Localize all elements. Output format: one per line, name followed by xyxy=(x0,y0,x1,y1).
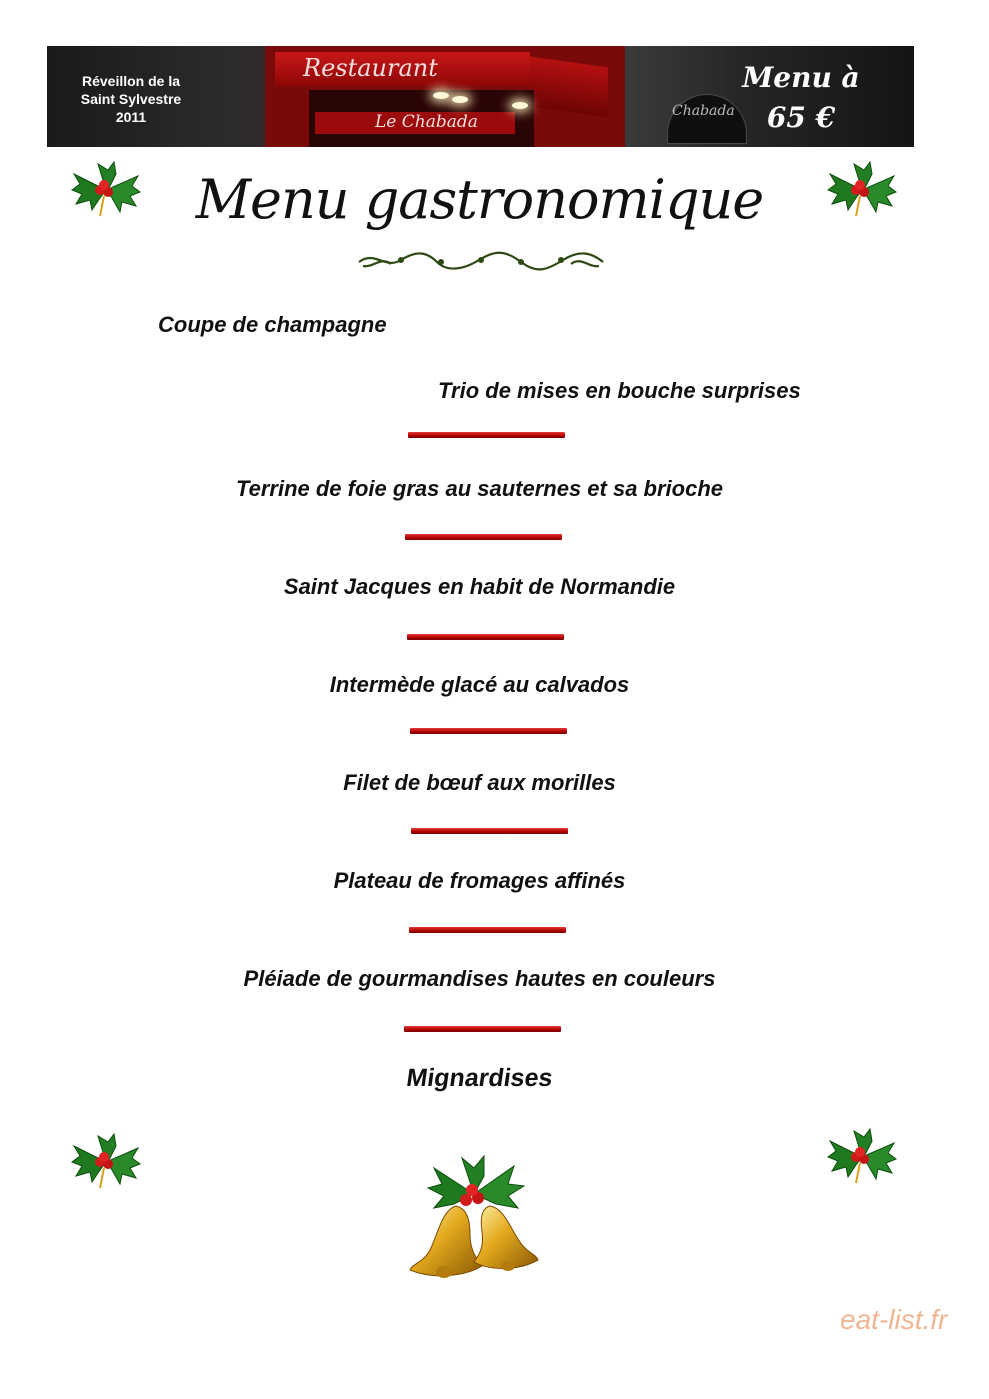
menu-item: Trio de mises en bouche surprises xyxy=(438,378,801,403)
separator-line xyxy=(409,927,566,933)
menu-item: Saint Jacques en habit de Normandie xyxy=(283,574,676,599)
restaurant-sign xyxy=(275,52,530,86)
header-banner xyxy=(47,46,914,147)
separator-line xyxy=(410,728,567,734)
page-title: Menu gastronomique xyxy=(195,168,764,231)
menu-item: Coupe de champagne xyxy=(158,312,387,337)
lamp-icon xyxy=(433,92,449,99)
watermark: eat-list.fr xyxy=(840,1304,948,1335)
menu-item: Filet de bœuf aux morilles xyxy=(343,770,616,795)
price-line-1: Menu à xyxy=(742,61,860,94)
plaque-text: Chabada xyxy=(672,103,735,119)
menu-item: Plateau de fromages affinés xyxy=(333,868,626,893)
separator-line xyxy=(407,634,564,640)
price-line-2: 65 € xyxy=(766,101,836,134)
menu-item: Pléiade de gourmandises hautes en couleurs xyxy=(243,966,716,991)
menu-item: Terrine de foie gras au sauternes et sa brioche xyxy=(235,476,724,501)
name-sign xyxy=(315,112,515,134)
lamp-icon xyxy=(512,102,528,109)
price-label xyxy=(726,58,876,138)
holly-icon xyxy=(70,1132,142,1194)
event-label xyxy=(47,72,215,126)
flourish-ornament-icon xyxy=(355,248,607,272)
separator-line xyxy=(404,1026,561,1032)
sign-name-text: Le Chabada xyxy=(375,112,478,132)
event-line-3: 2011 xyxy=(115,109,147,125)
separator-line xyxy=(408,432,565,438)
holly-icon xyxy=(826,1127,898,1189)
separator-line xyxy=(405,534,562,540)
sign-restaurant-text: Restaurant xyxy=(303,54,438,82)
menu-item: Mignardises xyxy=(404,1064,555,1092)
event-line-2: Saint Sylvestre xyxy=(80,91,182,107)
christmas-bells-icon xyxy=(404,1154,544,1284)
separator-line xyxy=(411,828,568,834)
menu-item: Intermède glacé au calvados xyxy=(329,672,630,697)
event-line-1: Réveillon de la xyxy=(81,73,181,89)
lamp-icon xyxy=(452,96,468,103)
